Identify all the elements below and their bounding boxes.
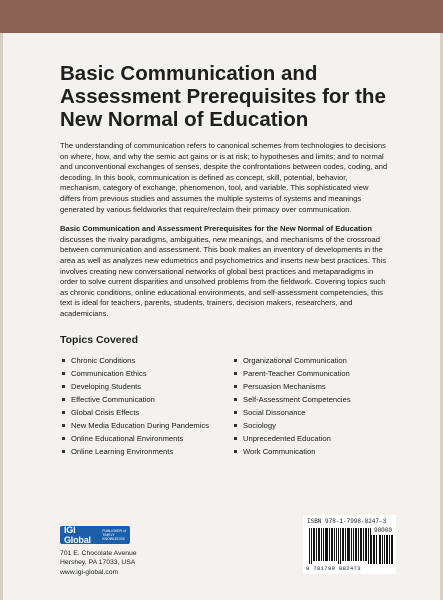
topics-column-right [232,354,390,458]
topic-item: Online Learning Environments [60,445,218,458]
publisher-logo [60,526,130,544]
topic-item: Unprecedented Education [232,432,390,445]
ean-barcode-icon [309,528,371,564]
topic-item: Developing Students [60,380,218,393]
book-title: Basic Communication and Assessment Prerequisites for the New Normal of Education [60,62,386,131]
publisher-logo-text: IGI Global [64,525,91,545]
publisher-logo-subtext: PUBLISHER of TIMELY KNOWLEDGE [102,529,126,541]
topic-item: Global Crisis Effects [60,406,218,419]
topic-item: Persuasion Mechanisms [232,380,390,393]
topic-item: New Media Education During Pandemics [60,419,218,432]
topic-item: Work Communication [232,445,390,458]
description-book-title: Basic Communication and Assessment Prerequisites for the New Normal of Education [60,224,372,234]
topics-heading: Topics Covered [60,333,138,346]
description-paragraph-2 [60,224,390,319]
topic-item: Parent-Teacher Communication [232,367,390,380]
isbn-text: ISBN 978-1-7998-8247-3 [307,518,387,525]
ean-digits: 9 781799 882473 [306,565,361,572]
top-color-band [0,0,443,33]
topic-item: Chronic Conditions [60,354,218,367]
back-cover-content [60,62,390,458]
topic-item: Social Dissonance [232,406,390,419]
barcode-box [303,515,396,574]
topic-item: Sociology [232,419,390,432]
topic-item: Effective Communication [60,393,218,406]
publisher-address-line-1: 701 E. Chocolate Avenue [60,550,137,557]
topic-item: Organizational Communication [232,354,390,367]
topic-item: Communication Ethics [60,367,218,380]
publisher-block [60,526,200,577]
description-paragraph-1: The understanding of communication refers to canonical schemes from technologies to decisions on where, how, and why the semic act gains or is at risk; to hypotheses and limits; and to normal and unconventional exchanges of senses, despite the confrontations between codes, coding, and decoding. In this book, communication is defined as concept, skill, potential, behavior, mechanism, category of exchange, phenomenon, tool, and variable. This sophisticated view differs from previous studies and assumes the multiple systems of systems and meanings generated by various fieldworks that require/reclaim their primacy over communication. [60,141,388,214]
topic-item: Online Educational Environments [60,432,218,445]
topics-column-left [60,354,218,458]
publisher-address-line-2: Hershey, PA 17033, USA [60,559,136,567]
topic-item: Self-Assessment Competencies [232,393,390,406]
price-code: 90000 [373,527,392,534]
price-barcode-icon [371,535,393,564]
topics-list [60,354,390,458]
publisher-website-link[interactable]: www.igi-global.com [60,568,119,576]
description-paragraph-2-text: discusses the rivalry paradigms, ambiguities, new meanings, and mechanisms of the crossroad between communication and assessment. This book makes an inventory of developments in the area as well as analyzes new edumetrics and psychometrics and inserts new best practices. This involves creating new conversational networks of global best practices and metaparadigms in order to solve current disparities and unsolved problems from the fieldwork. Covering topics such as chronic conditions, online educational environments, and self-assessment competencies, this text is ideal for teachers, parents, students, trainers, decision makers, researchers, and academicians. [60,234,387,318]
